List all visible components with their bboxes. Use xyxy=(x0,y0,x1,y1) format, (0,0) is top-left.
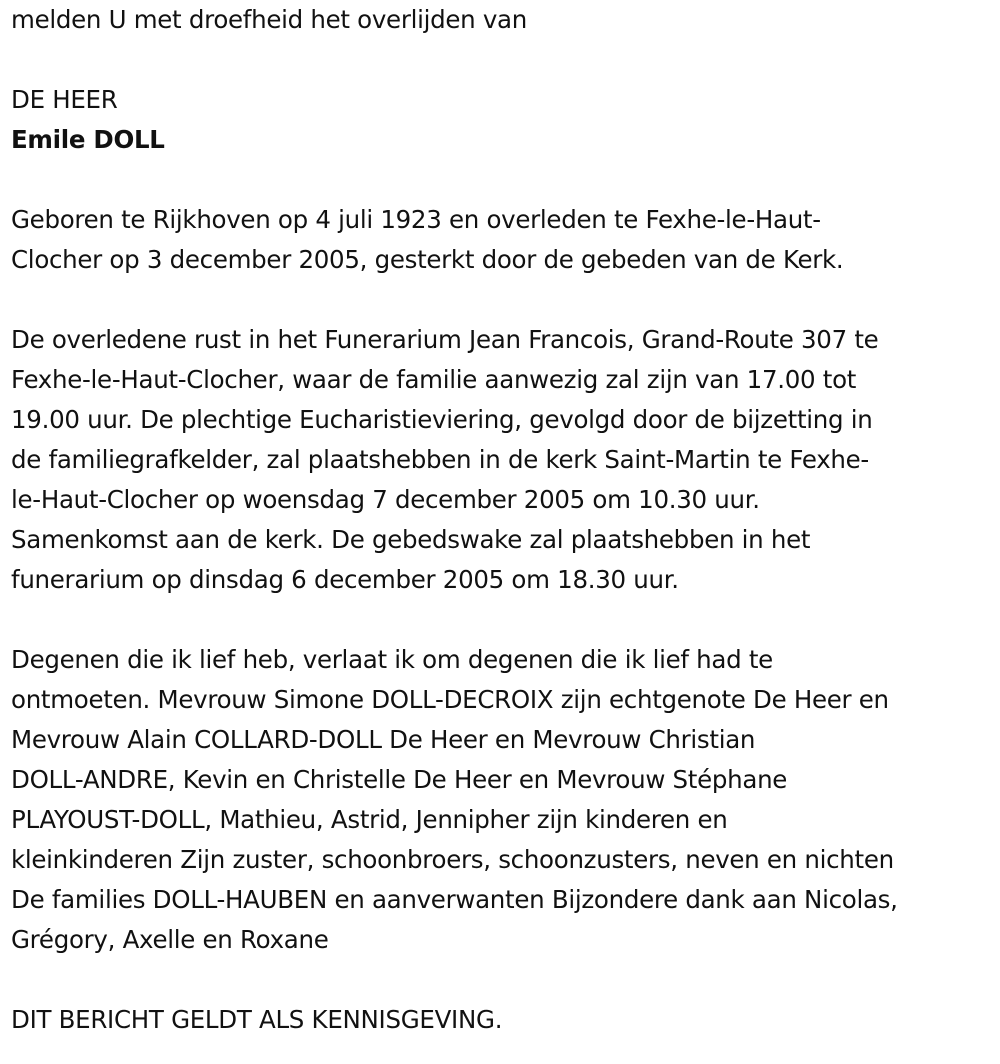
spacer xyxy=(11,40,996,80)
birth-death-paragraph xyxy=(11,200,996,280)
family-line: Grégory, Axelle en Roxane xyxy=(11,925,329,954)
funeral-line: 19.00 uur. De plechtige Eucharistieviering, gevolgd door de bijzetting in xyxy=(11,405,873,434)
family-line: kleinkinderen Zijn zuster, schoonbroers, schoonzusters, neven en nichten xyxy=(11,845,894,874)
family-line: De families DOLL-HAUBEN en aanverwanten Bijzondere dank aan Nicolas, xyxy=(11,885,898,914)
deceased-title: DE HEER xyxy=(11,85,118,114)
family-line: PLAYOUST-DOLL, Mathieu, Astrid, Jennipher zijn kinderen en xyxy=(11,805,728,834)
funeral-line: Samenkomst aan de kerk. De gebedswake zal plaatshebben in het xyxy=(11,525,811,554)
intro-text: melden U met droefheid het overlijden van xyxy=(11,5,527,34)
spacer xyxy=(11,960,996,1000)
deceased-name: Emile DOLL xyxy=(11,125,165,154)
family-line: Mevrouw Alain COLLARD-DOLL De Heer en Mevrouw Christian xyxy=(11,725,756,754)
funeral-line: de familiegrafkelder, zal plaatshebben in de kerk Saint-Martin te Fexhe- xyxy=(11,445,869,474)
funeral-paragraph xyxy=(11,320,996,600)
family-line: ontmoeten. Mevrouw Simone DOLL-DECROIX zijn echtgenote De Heer en xyxy=(11,685,889,714)
funeral-line: le-Haut-Clocher op woensdag 7 december 2005 om 10.30 uur. xyxy=(11,485,760,514)
birth-death-line: Geboren te Rijkhoven op 4 juli 1923 en overleden te Fexhe-le-Haut- xyxy=(11,205,821,234)
family-line: Degenen die ik lief heb, verlaat ik om degenen die ik lief had te xyxy=(11,645,773,674)
death-notice xyxy=(11,0,996,1040)
closing-text: DIT BERICHT GELDT ALS KENNISGEVING. xyxy=(11,1005,503,1034)
spacer xyxy=(11,280,996,320)
funeral-line: Fexhe-le-Haut-Clocher, waar de familie aanwezig zal zijn van 17.00 tot xyxy=(11,365,857,394)
funeral-line: funerarium op dinsdag 6 december 2005 om 18.30 uur. xyxy=(11,565,679,594)
family-paragraph xyxy=(11,640,996,960)
family-line: DOLL-ANDRE, Kevin en Christelle De Heer en Mevrouw Stéphane xyxy=(11,765,788,794)
spacer xyxy=(11,160,996,200)
birth-death-line: Clocher op 3 december 2005, gesterkt door de gebeden van de Kerk. xyxy=(11,245,844,274)
spacer xyxy=(11,600,996,640)
funeral-line: De overledene rust in het Funerarium Jean Francois, Grand-Route 307 te xyxy=(11,325,879,354)
